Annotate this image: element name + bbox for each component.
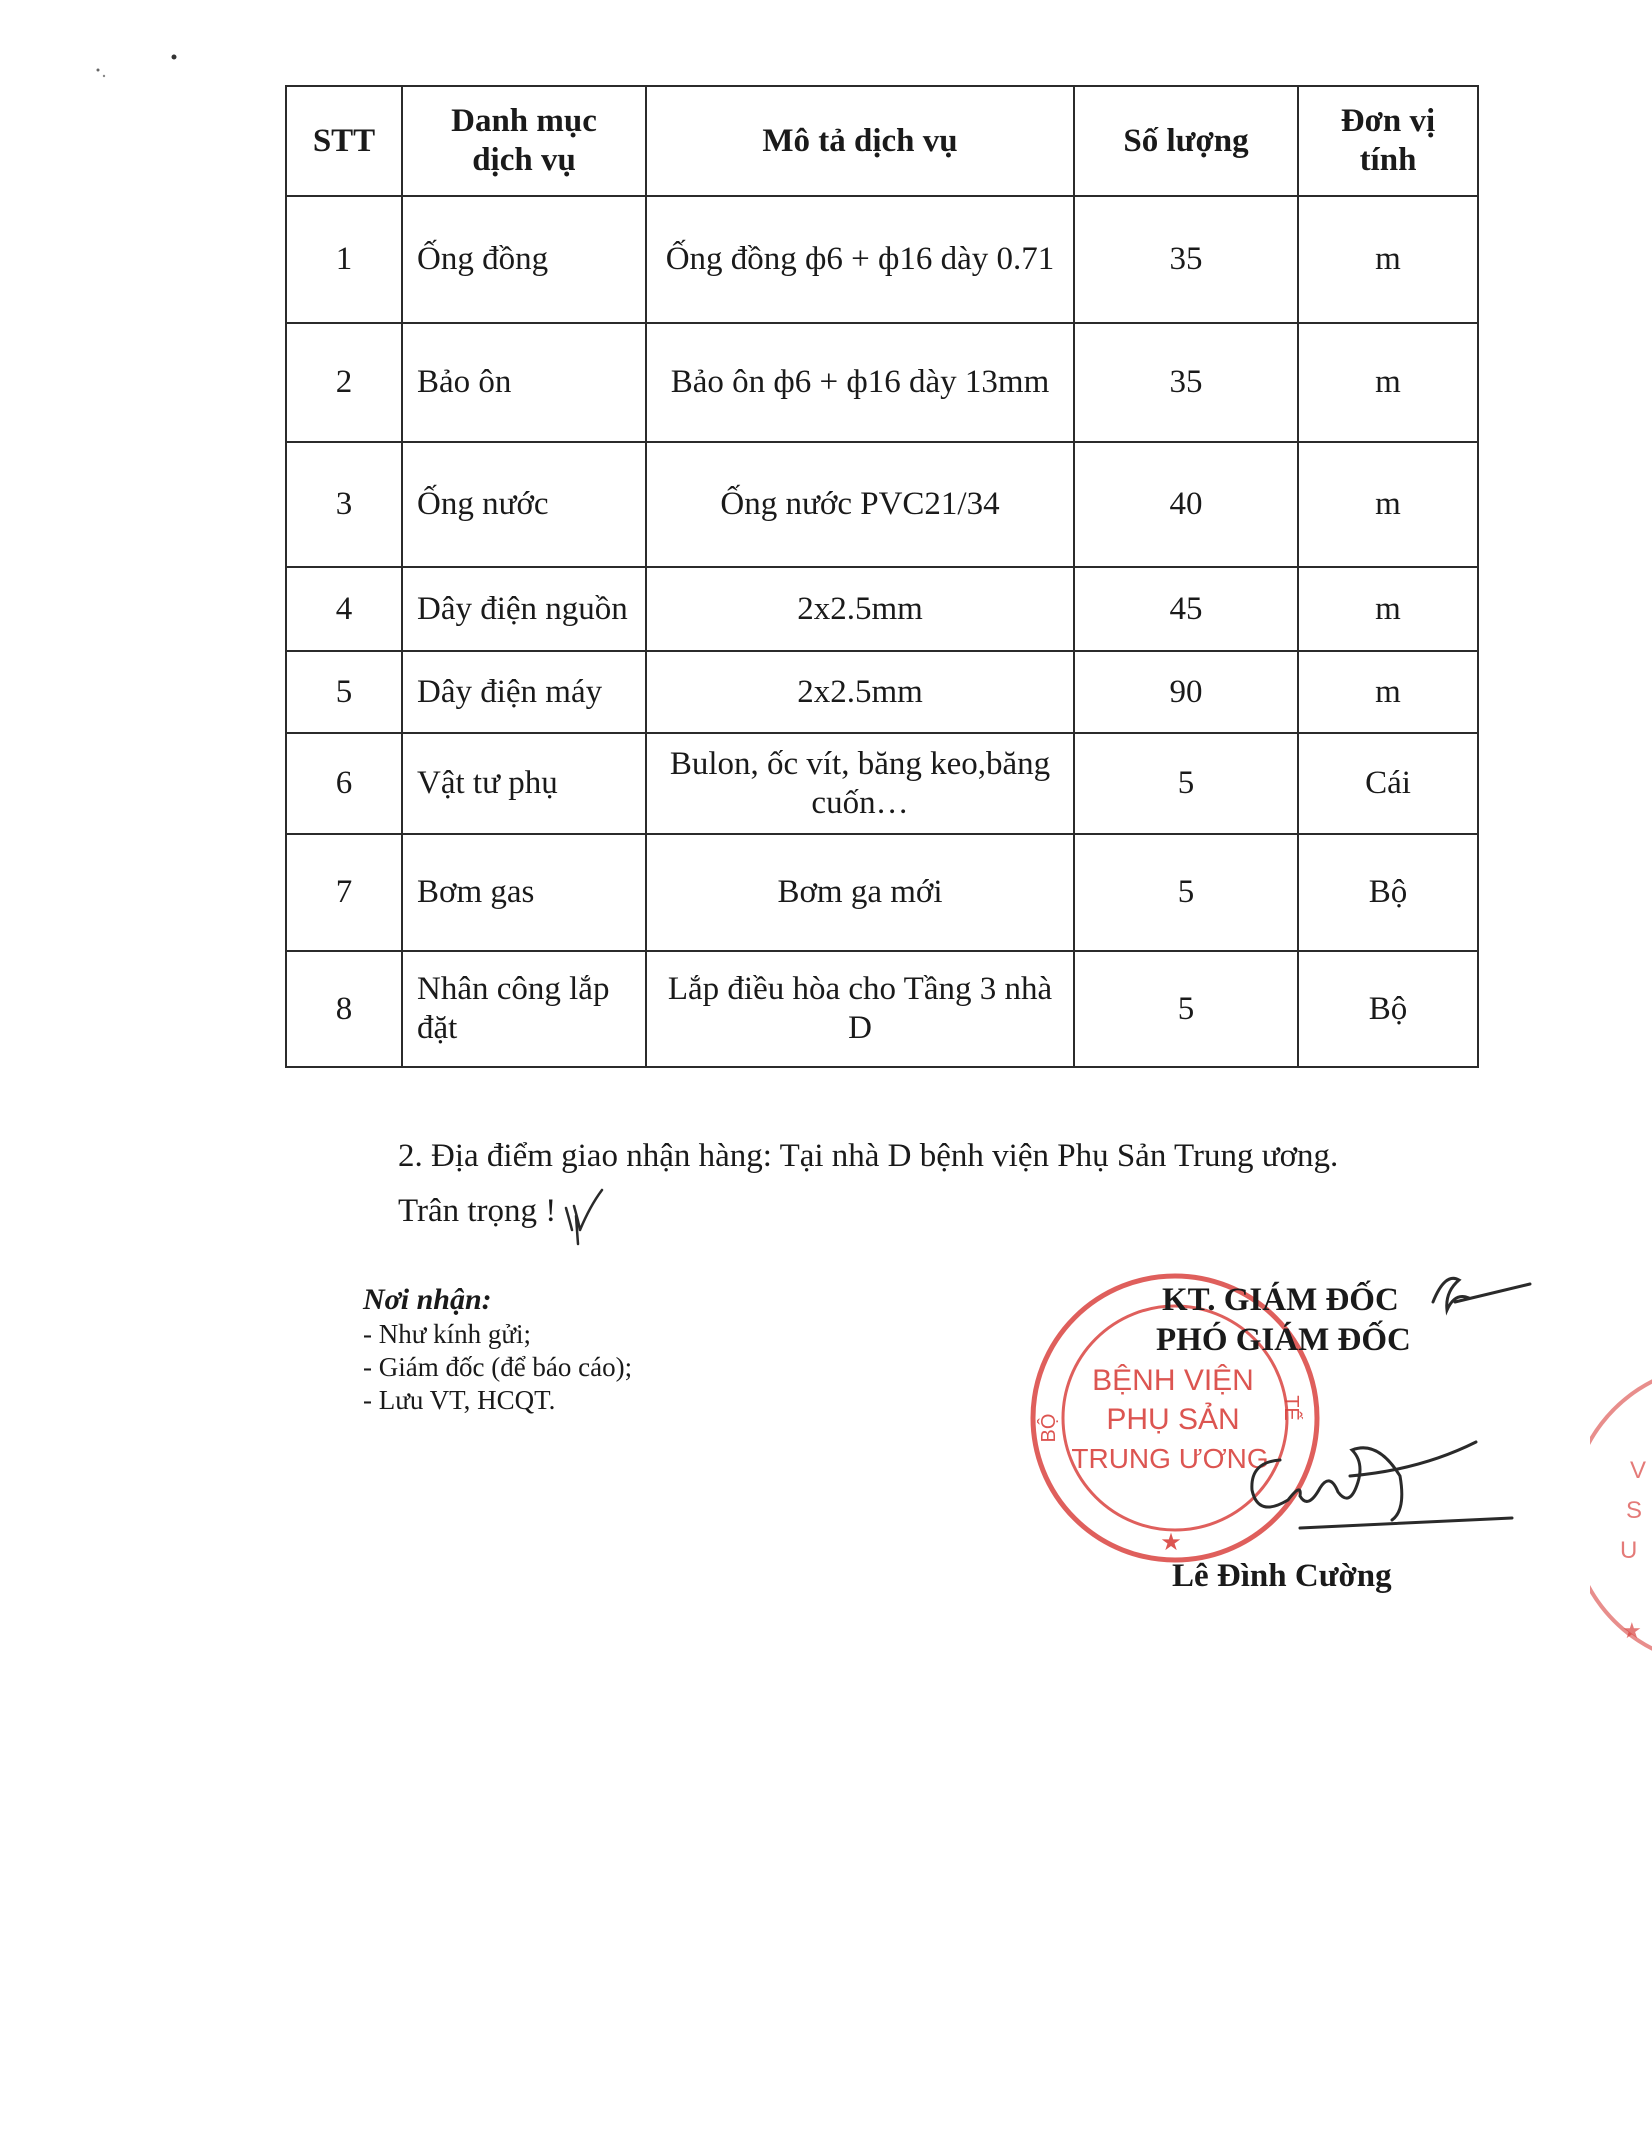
title-initial-mark [1425, 1262, 1535, 1322]
initial-signature-mark [560, 1186, 610, 1246]
recipients-block [363, 1282, 632, 1417]
cell-stt: 1 [286, 196, 402, 323]
cell-description: Ống đồng ф6 + ф16 dày 0.71 [646, 196, 1074, 323]
cell-unit: Cái [1298, 733, 1478, 834]
cell-quantity: 5 [1074, 733, 1298, 834]
cell-description: 2x2.5mm [646, 567, 1074, 651]
cell-description: 2x2.5mm [646, 651, 1074, 733]
header-unit: Đơn vị tính [1298, 86, 1478, 196]
cell-unit: m [1298, 651, 1478, 733]
recipient-item: - Lưu VT, HCQT. [363, 1385, 556, 1415]
header-quantity: Số lượng [1074, 86, 1298, 196]
cell-description: Bảo ôn ф6 + ф16 dày 13mm [646, 323, 1074, 442]
cell-quantity: 5 [1074, 834, 1298, 951]
edge-stamp-fragment [1590, 1360, 1652, 1670]
delivery-location-text: 2. Địa điểm giao nhận hàng: Tại nhà D bệnh viện Phụ Sản Trung ương. [398, 1138, 1339, 1174]
table-row [286, 951, 1478, 1067]
table-row [286, 196, 1478, 323]
recipients-title: Nơi nhận: [363, 1283, 492, 1316]
table-row [286, 442, 1478, 567]
stamp-right-text: TẾ [1280, 1395, 1302, 1421]
svg-text:U: U [1620, 1537, 1638, 1564]
stamp-star-icon: ★ [1160, 1528, 1182, 1556]
cell-category: Dây điện máy [402, 651, 646, 733]
stamp-line1: BỆNH VIỆN [1092, 1364, 1254, 1397]
svg-text:★: ★ [1622, 1619, 1642, 1644]
cell-stt: 5 [286, 651, 402, 733]
header-category: Danh mục dịch vụ [402, 86, 646, 196]
table-row [286, 567, 1478, 651]
cell-unit: m [1298, 323, 1478, 442]
cell-stt: 3 [286, 442, 402, 567]
cell-category: Bảo ôn [402, 323, 646, 442]
cell-unit: m [1298, 567, 1478, 651]
cell-stt: 4 [286, 567, 402, 651]
cell-quantity: 45 [1074, 567, 1298, 651]
table-row [286, 323, 1478, 442]
cell-quantity: 90 [1074, 651, 1298, 733]
signer-title-line2: PHÓ GIÁM ĐỐC [1156, 1322, 1411, 1358]
cell-category: Nhân công lắp đặt [402, 951, 646, 1067]
cell-category: Ống đồng [402, 196, 646, 323]
cell-unit: m [1298, 442, 1478, 567]
cell-description: Lắp điều hòa cho Tầng 3 nhà D [646, 951, 1074, 1067]
cell-category: Bơm gas [402, 834, 646, 951]
cell-stt: 7 [286, 834, 402, 951]
svg-text:S: S [1626, 1497, 1643, 1524]
table-header-row [286, 86, 1478, 196]
stamp-line2: PHỤ SẢN [1106, 1403, 1240, 1436]
cell-unit: Bộ [1298, 834, 1478, 951]
svg-text:V: V [1630, 1457, 1647, 1484]
cell-stt: 6 [286, 733, 402, 834]
cell-stt: 2 [286, 323, 402, 442]
closing-text: Trân trọng ! [398, 1193, 557, 1229]
cell-unit: Bộ [1298, 951, 1478, 1067]
table-row [286, 733, 1478, 834]
signer-name: Lê Đình Cường [1172, 1558, 1392, 1594]
director-signature [1240, 1400, 1520, 1540]
table-row [286, 834, 1478, 951]
scan-speck [90, 50, 190, 90]
header-description: Mô tả dịch vụ [646, 86, 1074, 196]
cell-category: Dây điện nguồn [402, 567, 646, 651]
cell-quantity: 35 [1074, 196, 1298, 323]
cell-unit: m [1298, 196, 1478, 323]
cell-stt: 8 [286, 951, 402, 1067]
signer-title-line1: KT. GIÁM ĐỐC [1162, 1282, 1399, 1318]
stamp-left-text: BỘ [1038, 1413, 1060, 1443]
service-table [285, 85, 1479, 1068]
cell-quantity: 5 [1074, 951, 1298, 1067]
cell-description: Bulon, ốc vít, băng keo,băng cuốn… [646, 733, 1074, 834]
cell-description: Bơm ga mới [646, 834, 1074, 951]
cell-quantity: 40 [1074, 442, 1298, 567]
header-stt: STT [286, 86, 402, 196]
recipient-item: - Như kính gửi; [363, 1319, 532, 1349]
cell-category: Ống nước [402, 442, 646, 567]
stamp-line3: TRUNG ƯƠNG [1071, 1443, 1269, 1474]
cell-description: Ống nước PVC21/34 [646, 442, 1074, 567]
recipient-item: - Giám đốc (để báo cáo); [363, 1352, 633, 1382]
table-row [286, 651, 1478, 733]
cell-quantity: 35 [1074, 323, 1298, 442]
cell-category: Vật tư phụ [402, 733, 646, 834]
